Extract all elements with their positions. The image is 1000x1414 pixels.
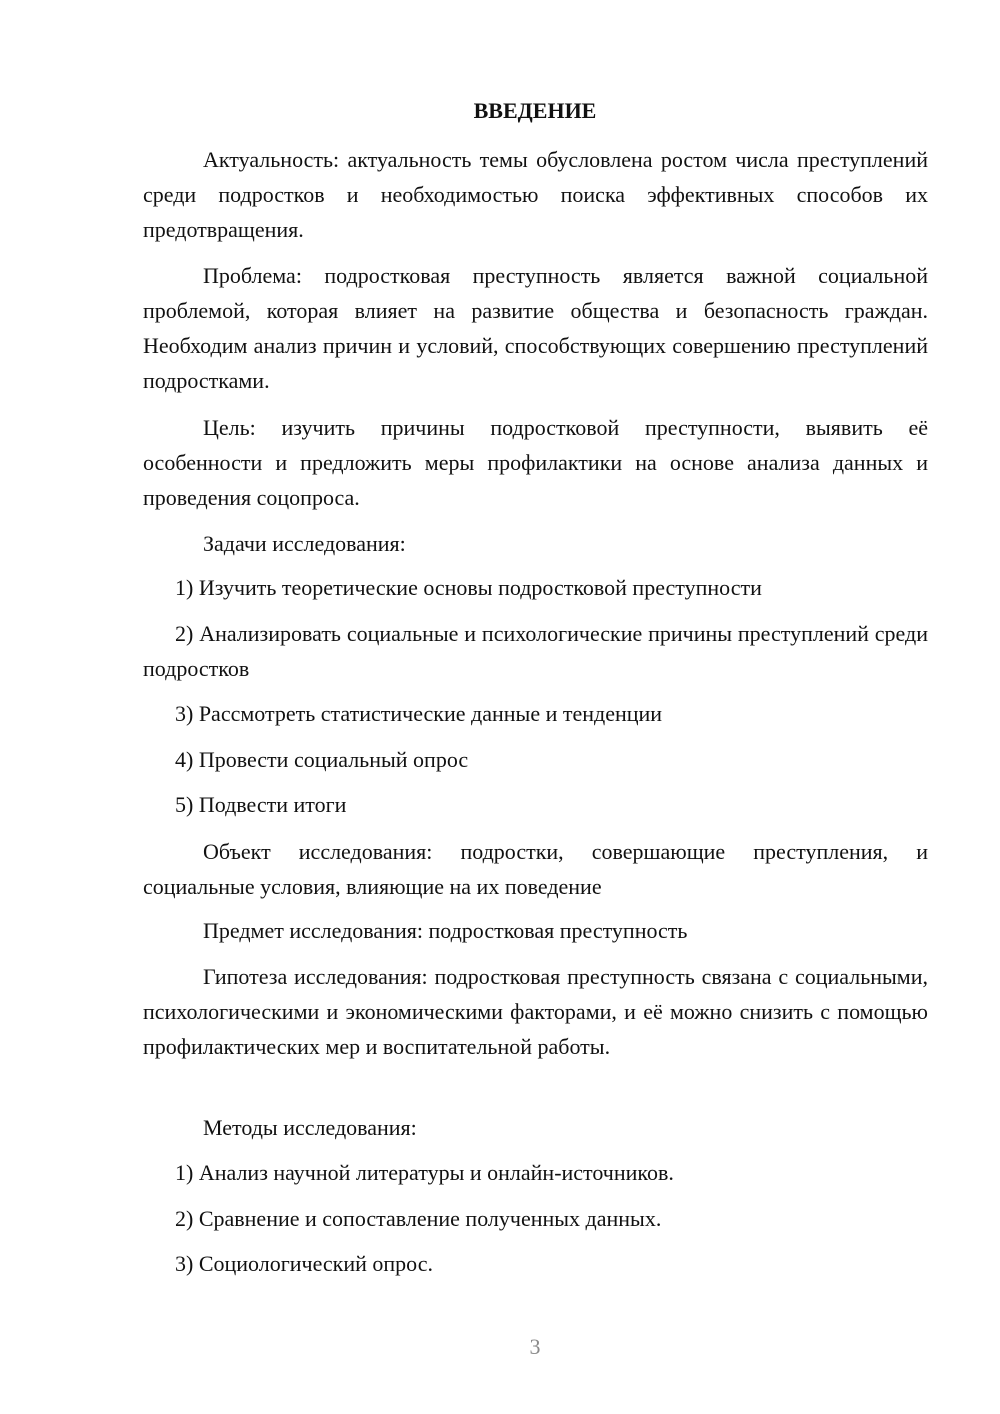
object-paragraph: Объект исследования: подростки, совершающие преступления, и социальные условия, влияющие на их поведение xyxy=(143,839,928,899)
tasks-heading: Задачи исследования: xyxy=(203,531,406,556)
task-item-2: 2) Анализировать социальные и психологические причины преступлений среди подростков xyxy=(143,621,928,681)
method-item-1: 1) Анализ научной литературы и онлайн-источников. xyxy=(175,1160,674,1185)
relevance-paragraph: Актуальность: актуальность темы обусловлена ростом числа преступлений среди подростков и необходимостью поиска эффективных способов их предотвращения. xyxy=(143,147,928,242)
methods-heading: Методы исследования: xyxy=(203,1115,417,1140)
page-number: 3 xyxy=(529,1334,541,1359)
page-title: ВВЕДЕНИЕ xyxy=(473,98,597,123)
method-item-2: 2) Сравнение и сопоставление полученных данных. xyxy=(175,1206,662,1231)
hypothesis-paragraph: Гипотеза исследования: подростковая преступность связана с социальными, психологическими и экономическими факторами, и её можно снизить с помощью профилактических мер и воспитательной работы. xyxy=(143,964,928,1059)
task-item-3: 3) Рассмотреть статистические данные и тенденции xyxy=(175,701,663,726)
task-item-1: 1) Изучить теоретические основы подростковой преступности xyxy=(175,575,762,600)
goal-paragraph: Цель: изучить причины подростковой преступности, выявить её особенности и предложить меры профилактики на основе анализа данных и проведения соцопроса. xyxy=(143,415,928,510)
task-item-4: 4) Провести социальный опрос xyxy=(175,747,469,772)
problem-paragraph: Проблема: подростковая преступность является важной социальной проблемой, которая влияет на развитие общества и безопасность граждан. Необходим анализ причин и условий, способствующих совершению преступлений подростками. xyxy=(143,263,928,393)
method-item-3: 3) Социологический опрос. xyxy=(175,1251,433,1276)
subject-paragraph: Предмет исследования: подростковая преступность xyxy=(203,918,688,943)
task-item-5: 5) Подвести итоги xyxy=(175,792,347,817)
